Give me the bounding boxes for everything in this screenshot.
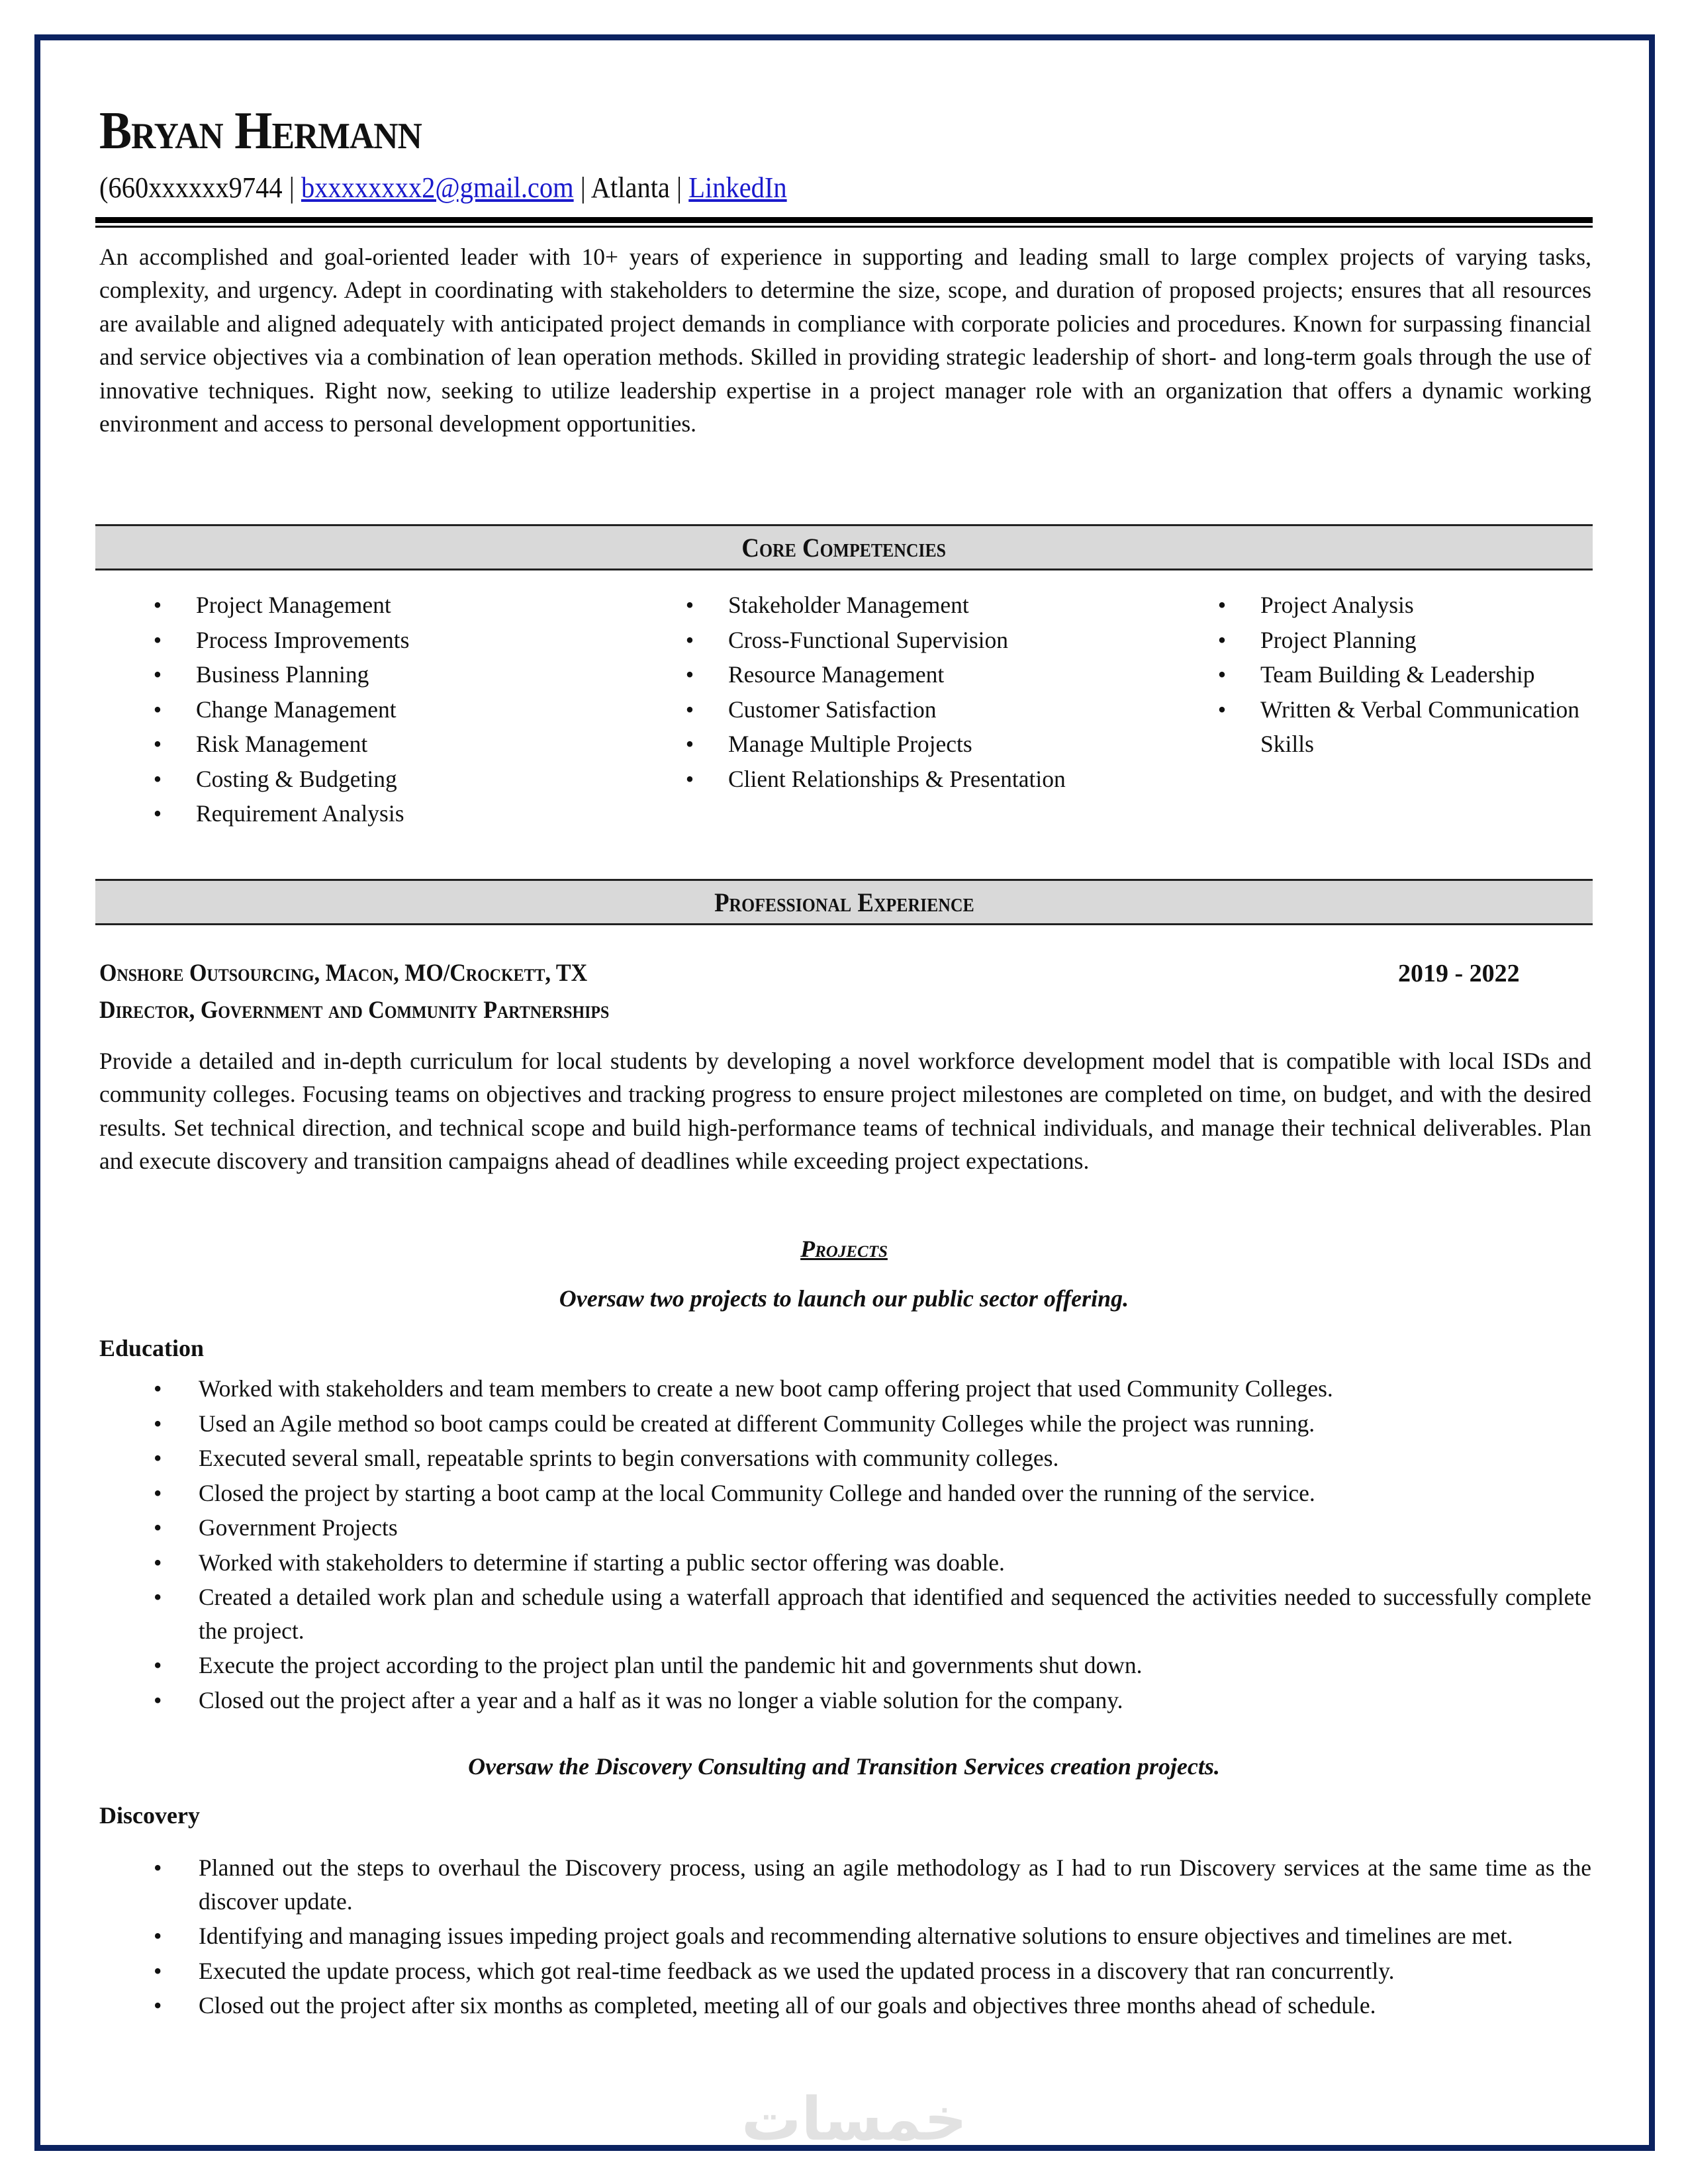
list-item-text: Project Management	[196, 592, 391, 618]
bullet-icon: •	[154, 1923, 162, 1949]
bullet-icon: •	[154, 1410, 162, 1437]
competency-item	[151, 762, 628, 797]
bullet-icon: •	[153, 800, 162, 827]
list-item	[154, 1989, 1591, 2023]
list-item-text: Cross-Functional Supervision	[728, 626, 1009, 653]
list-item	[154, 1441, 1591, 1475]
job-title: Director, Government and Community Partnerships	[99, 997, 610, 1024]
separator: |	[580, 171, 586, 204]
bullet-icon: •	[685, 592, 694, 618]
bullet-icon: •	[154, 1375, 162, 1402]
project-bullets-discovery	[154, 1851, 1591, 2023]
project-group-subtitle: Oversaw the Discovery Consulting and Transition Services creation projects.	[468, 1753, 1220, 1780]
section-title: Core Competencies	[741, 532, 947, 563]
competency-item	[151, 796, 628, 831]
watermark-logo: خمسات	[741, 2085, 968, 2154]
separator: |	[289, 171, 295, 204]
bullet-icon: •	[154, 1854, 162, 1881]
list-item-text: Execute the project according to the project plan until the pandemic hit and governments shut down.	[199, 1652, 1143, 1678]
bullet-icon: •	[153, 592, 162, 618]
bullet-icon: •	[1217, 696, 1227, 723]
section-title: Professional Experience	[714, 887, 974, 917]
list-item-text: Process Improvements	[196, 626, 410, 653]
list-item-text: Change Management	[196, 696, 397, 723]
bullet-icon: •	[154, 1584, 162, 1610]
bullet-icon: •	[153, 696, 162, 723]
list-item-text: Worked with stakeholders to determine if starting a public sector offering was doable.	[199, 1549, 1005, 1576]
bullet-icon: •	[685, 626, 694, 653]
competency-column-1	[151, 588, 628, 831]
competency-item	[683, 692, 1160, 727]
phone-number: (660xxxxxx9744	[99, 171, 283, 204]
contact-line	[99, 173, 787, 203]
bullet-icon: •	[154, 1992, 162, 2019]
project-group-subtitle: Oversaw two projects to launch our public sector offering.	[559, 1285, 1129, 1312]
list-item	[154, 1649, 1591, 1682]
bullet-icon: •	[685, 765, 694, 792]
competency-item	[683, 588, 1160, 623]
competency-item	[1215, 623, 1586, 658]
bullet-icon: •	[154, 1549, 162, 1576]
bullet-icon: •	[153, 626, 162, 653]
project-bullets-education	[154, 1372, 1591, 1717]
list-item-text: Team Building & Leadership	[1260, 661, 1535, 688]
competency-item	[1215, 657, 1586, 692]
bullet-icon: •	[1217, 626, 1227, 653]
bullet-icon: •	[1217, 661, 1227, 688]
list-item	[154, 1407, 1591, 1441]
company-name: Onshore Outsourcing, Macon, MO/Crockett, TX	[99, 960, 588, 987]
list-item-text: Executed the update process, which got real-time feedback as we used the updated process in a discovery that ran concurrently.	[199, 1957, 1395, 1984]
bullet-icon: •	[685, 661, 694, 688]
list-item-text: Stakeholder Management	[728, 592, 969, 618]
list-item-text: Costing & Budgeting	[196, 765, 397, 792]
bullet-icon: •	[154, 1479, 162, 1506]
bullet-icon: •	[685, 696, 694, 723]
job-description: Provide a detailed and in-depth curriculum for local students by developing a novel workforce development model that is compatible with local ISDs and community colleges. Focusing teams on objectives and tracking progress to ensure project milestones are completed on time, on budget, and with the desired results. Set technical direction, and technical scope and build high-performance teams of technical individuals, and manage their technical deliverables. Plan and execute discovery and transition campaigns ahead of deadlines while exceeding project expectations.	[99, 1048, 1591, 1175]
competency-item	[1215, 692, 1586, 762]
competency-item	[683, 762, 1160, 797]
list-item-text: Created a detailed work plan and schedule using a waterfall approach that identified and sequenced the activities needed to successfully complete the project.	[199, 1584, 1591, 1644]
list-item	[154, 1477, 1591, 1510]
bullet-icon: •	[154, 1652, 162, 1678]
bullet-icon: •	[154, 1514, 162, 1541]
location: Atlanta	[590, 171, 670, 204]
list-item-text: Customer Satisfaction	[728, 696, 937, 723]
list-item-text: Written & Verbal Communication Skills	[1260, 696, 1580, 757]
competency-item	[683, 657, 1160, 692]
list-item-text: Executed several small, repeatable sprints to begin conversations with community colleges.	[199, 1445, 1059, 1471]
list-item-text: Closed out the project after a year and a half as it was no longer a viable solution for the company.	[199, 1686, 1123, 1713]
list-item-text: Planned out the steps to overhaul the Discovery process, using an agile methodology as I had to run Discovery services at the same time as the discover update.	[199, 1854, 1591, 1915]
summary-paragraph: An accomplished and goal-oriented leader with 10+ years of experience in supporting and leading small to large complex projects of varying tasks, complexity, and urgency. Adept in coordinating with stakeholders to determine the size, scope, and duration of proposed projects; ensures that all resources are available and aligned adequately with anticipated project demands in compliance with corporate policies and procedures. Known for surpassing financial and service objectives via a combination of lean operation methods. Skilled in providing strategic leadership of short- and long-term goals through the use of innovative techniques. Right now, seeking to utilize leadership expertise in a project manager role with an organization that offers a dynamic working environment and access to personal development opportunities.	[99, 244, 1591, 437]
header-rule-thin	[95, 226, 1593, 228]
bullet-icon: •	[153, 765, 162, 792]
competency-column-3	[1215, 588, 1586, 762]
competency-item	[1215, 588, 1586, 623]
bullet-icon: •	[154, 1445, 162, 1471]
bullet-icon: •	[153, 661, 162, 688]
competency-item	[683, 727, 1160, 762]
list-item	[154, 1372, 1591, 1406]
section-header-core-competencies	[95, 524, 1593, 570]
list-item	[154, 1919, 1591, 1953]
list-item-text: Manage Multiple Projects	[728, 731, 972, 757]
bullet-icon: •	[154, 1686, 162, 1713]
list-item-text: Closed out the project after six months as completed, meeting all of our goals and objectives three months ahead of schedule.	[199, 1992, 1376, 2019]
list-item-text: Project Planning	[1260, 626, 1417, 653]
list-item	[154, 1851, 1591, 1918]
project-group-label: Discovery	[99, 1802, 200, 1829]
list-item	[154, 1546, 1591, 1580]
linkedin-link[interactable]: LinkedIn	[688, 171, 787, 204]
list-item-text: Closed the project by starting a boot camp at the local Community College and handed over the running of the service.	[199, 1479, 1315, 1506]
competency-item	[151, 623, 628, 658]
email-link[interactable]: bxxxxxxxx2@gmail.com	[301, 171, 574, 204]
bullet-icon: •	[154, 1957, 162, 1984]
list-item-text: Risk Management	[196, 731, 368, 757]
competency-item	[683, 623, 1160, 658]
competency-item	[151, 657, 628, 692]
competency-item	[151, 588, 628, 623]
employment-dates: 2019 - 2022	[1398, 960, 1520, 987]
list-item	[154, 1580, 1591, 1647]
separator: |	[677, 171, 682, 204]
list-item	[154, 1511, 1591, 1545]
competency-item	[151, 692, 628, 727]
project-group-label: Education	[99, 1335, 205, 1361]
bullet-icon: •	[685, 731, 694, 757]
competency-column-2	[683, 588, 1160, 796]
list-item-text: Government Projects	[199, 1514, 398, 1541]
list-item	[154, 1954, 1591, 1988]
candidate-name: Bryan Hermann	[99, 102, 422, 160]
bullet-icon: •	[1217, 592, 1227, 618]
list-item-text: Project Analysis	[1260, 592, 1414, 618]
list-item	[154, 1684, 1591, 1717]
list-item-text: Worked with stakeholders and team members to create a new boot camp offering project that used Community Colleges.	[199, 1375, 1333, 1402]
list-item-text: Resource Management	[728, 661, 945, 688]
list-item-text: Identifying and managing issues impeding project goals and recommending alternative solutions to ensure objectives and timelines are met.	[199, 1923, 1513, 1949]
list-item-text: Requirement Analysis	[196, 800, 404, 827]
section-header-professional-experience	[95, 879, 1593, 925]
header-rule-thick	[95, 217, 1593, 223]
bullet-icon: •	[153, 731, 162, 757]
list-item-text: Business Planning	[196, 661, 369, 688]
list-item-text: Client Relationships & Presentation	[728, 765, 1066, 792]
projects-heading: Projects	[800, 1236, 888, 1262]
list-item-text: Used an Agile method so boot camps could be created at different Community Colleges while the project was running.	[199, 1410, 1315, 1437]
competency-item	[151, 727, 628, 762]
